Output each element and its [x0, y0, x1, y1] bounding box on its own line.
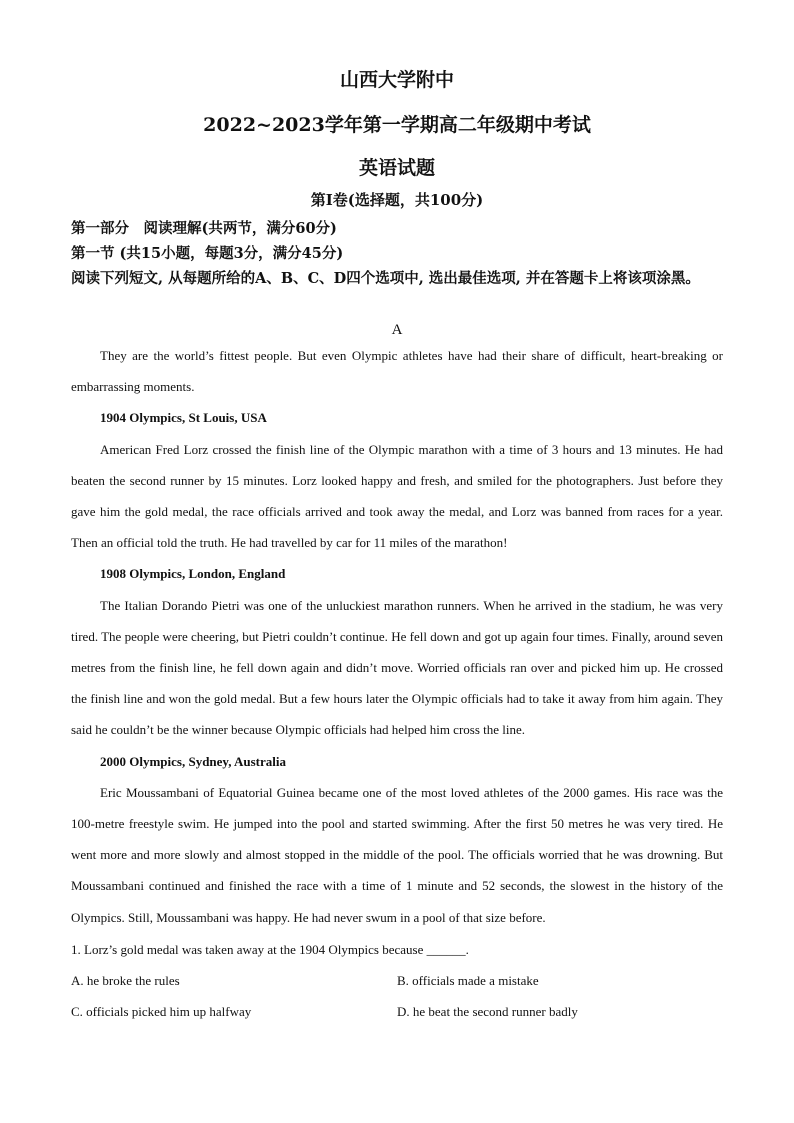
- option-b: B. officials made a mistake: [397, 973, 539, 988]
- option-a: A. he broke the rules: [71, 973, 180, 988]
- option-d: D. he beat the second runner badly: [397, 1004, 578, 1019]
- school-title: 山西大学附中: [339, 69, 454, 91]
- section-heading: 第一节 (共15小题，每题3分，满分45分): [71, 245, 344, 262]
- question-block: [71, 934, 723, 1027]
- reading-passage: [71, 340, 723, 933]
- option-row: [71, 965, 723, 996]
- passage-letter: A: [391, 322, 403, 338]
- option-row: [71, 996, 723, 1027]
- question-stem: 1. Lorz’s gold medal was taken away at the 1904 Olympics because ______.: [71, 942, 469, 957]
- option-c: C. officials picked him up halfway: [71, 1004, 252, 1019]
- exam-title: 2022~2023学年第一学期高二年级期中考试: [203, 114, 591, 136]
- part-heading: 第一部分 阅读理解(共两节，满分60分): [71, 220, 337, 237]
- passage-subheading: 2000 Olympics, Sydney, Australia: [100, 753, 286, 769]
- volume-heading: 第Ⅰ卷(选择题，共100分): [310, 191, 484, 209]
- passage-paragraph: Eric Moussambani of Equatorial Guinea became one of the most loved athletes of the 2000 games. His race was the 100-metre freestyle swim. He jumped into the pool and started swimming. After the first 50 metres he was very tired. He went more and more slowly and almost stopped in the middle of the pool. The officials worried that he was drowning. But Moussambani continued and finished the race with a time of 1 minute and 52 seconds, the slowest in the history of the Olympics. Still, Moussambani was happy. He had never swum in a pool of that size before.: [71, 784, 723, 925]
- subject-title: 英语试题: [358, 157, 435, 179]
- passage-subheading: 1904 Olympics, St Louis, USA: [100, 410, 267, 426]
- passage-subheading: 1908 Olympics, London, England: [100, 566, 286, 582]
- passage-paragraph: American Fred Lorz crossed the finish line of the Olympic marathon with a time of 3 hours and 13 minutes. He had beaten the second runner by 15 minutes. Lorz looked happy and fresh, and smiled for the photographers. Just before they gave him the gold medal, the race officials arrived and took away the medal, and Lorz was banned from races for a year. Then an official told the truth. He had travelled by car for 11 miles of the marathon!: [71, 441, 723, 551]
- directions-text: 阅读下列短文, 从每题所给的A、B、C、D四个选项中, 选出最佳选项, 并在答题卡上将该项涂黑。: [71, 270, 700, 287]
- passage-paragraph: The Italian Dorando Pietri was one of the unluckiest marathon runners. When he arrived in the stadium, he was very tired. The people were cheering, but Pietri couldn’t continue. He fell down and got up again four times. Finally, around seven metres from the finish line, he fell down again and didn’t move. Worried officials ran over and picked him up. He crossed the finish line and won the gold medal. But a few hours later the Olympic officials had to take it away from him again. They said he couldn’t be the winner because Olympic officials had helped him cross the line.: [71, 597, 723, 738]
- passage-intro: They are the world’s fittest people. But even Olympic athletes have had their share of difficult, heart-breaking or embarrassing moments.: [71, 348, 723, 395]
